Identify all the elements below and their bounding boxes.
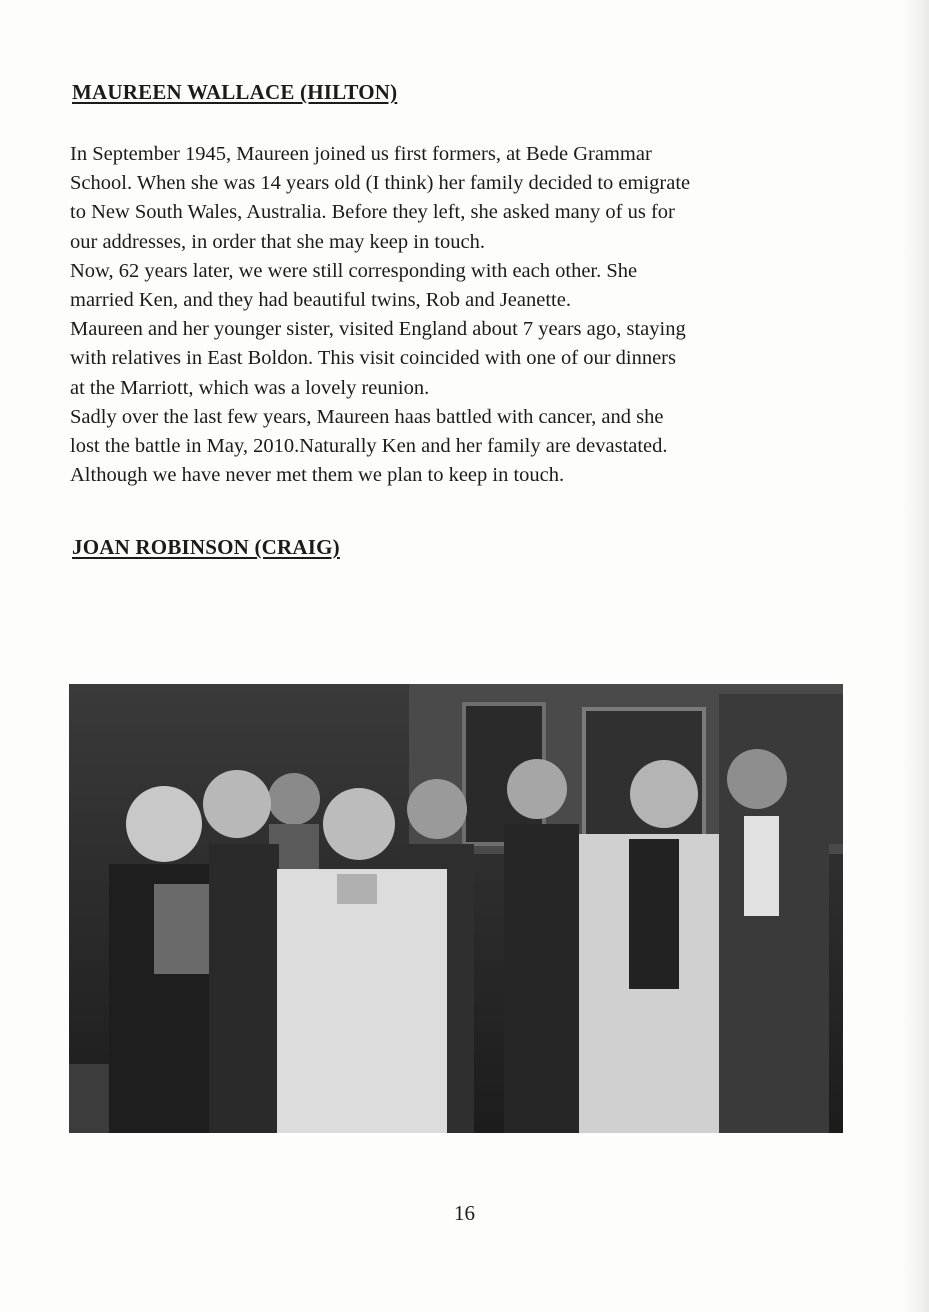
body-line: lost the battle in May, 2010.Naturally Ken and her family are devastated. [70, 435, 668, 458]
body-line: In September 1945, Maureen joined us first formers, at Bede Grammar [70, 143, 652, 165]
body-line: Sadly over the last few years, Maureen haas battled with cancer, and she [70, 405, 664, 428]
body-line: our addresses, in order that she may keep in touch. [70, 230, 486, 253]
body-line: Maureen and her younger sister, visited England about 7 years ago, staying [70, 318, 686, 341]
body-line: Now, 62 years later, we were still corresponding with each other. She [70, 259, 638, 282]
body-line: at the Marriott, which was a lovely reunion. [70, 376, 430, 399]
group-photo [69, 684, 843, 1133]
group-photo-icon [69, 684, 843, 1133]
section-body-maureen-wallace [70, 140, 870, 490]
body-line: to New South Wales, Australia. Before they left, she asked many of us for [70, 201, 675, 224]
body-line: married Ken, and they had beautiful twins, Rob and Jeanette. [70, 289, 571, 312]
section-heading-maureen-wallace: MAUREEN WALLACE (HILTON) [72, 80, 398, 104]
page-number: 16 [454, 1201, 475, 1225]
body-line: School. When she was 14 years old (I think) her family decided to emigrate [70, 172, 691, 195]
body-line: Although we have never met them we plan to keep in touch. [70, 464, 565, 487]
section-heading-joan-robinson: JOAN ROBINSON (CRAIG) [72, 535, 340, 559]
body-line: with relatives in East Boldon. This visit coincided with one of our dinners [70, 347, 676, 370]
page-edge-shadow [901, 0, 929, 1312]
